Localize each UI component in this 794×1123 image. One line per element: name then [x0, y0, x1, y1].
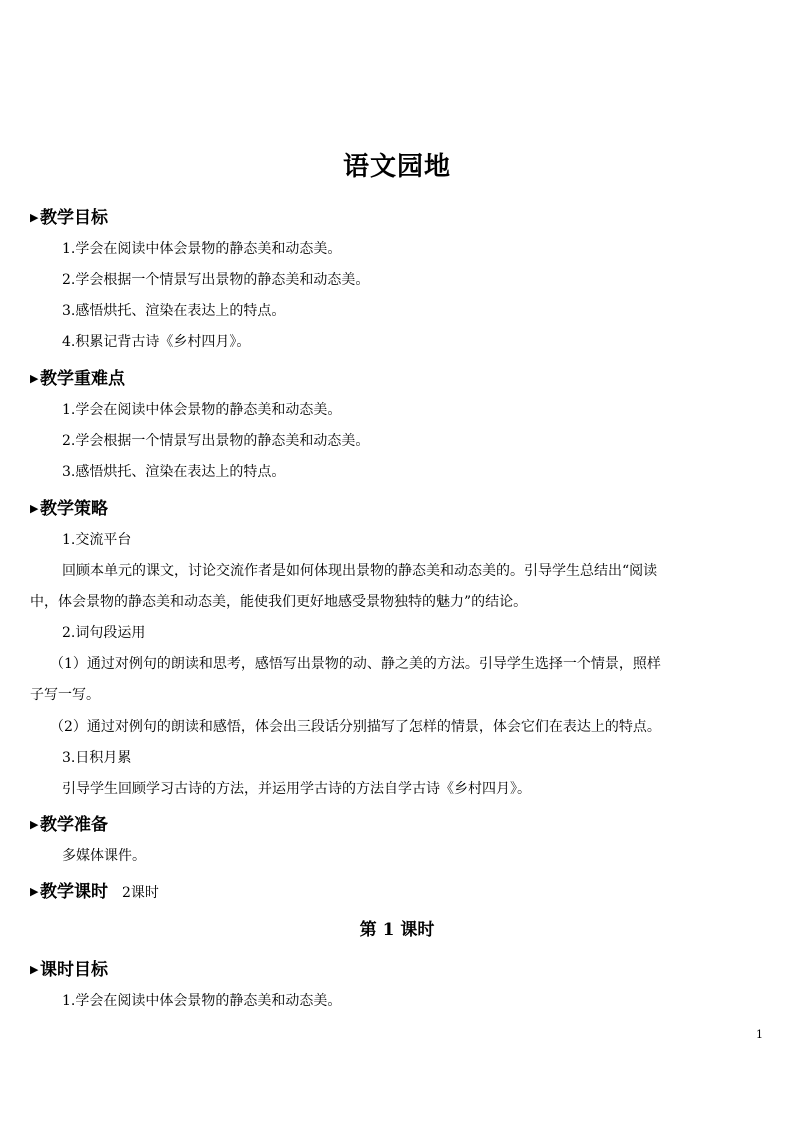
prep-text: 多媒体课件。 [62, 848, 146, 864]
heading-text: 教学准备 [40, 815, 108, 835]
goal-item-2: 2.学会根据一个情景写出景物的静态美和动态美。 [62, 272, 370, 288]
heading-text: 教学策略 [40, 499, 108, 519]
lesson-1-title: 第 1 课时 [359, 920, 435, 940]
page-title: 语文园地 [342, 152, 451, 182]
triangle-marker-icon: ▶ [30, 885, 39, 898]
strategy-item-2-p2: （2）通过对例句的朗读和感悟，体会出三段话分别描写了怎样的情景，体会它们在表达上的特点。 [50, 719, 661, 735]
triangle-marker-icon: ▶ [30, 502, 39, 515]
strategy-item-2-p1-line-2: 子写一写。 [30, 687, 100, 703]
strategy-item-3-title: 3.日积月累 [62, 750, 132, 766]
goal-item-3: 3.感悟烘托、渲染在表达上的特点。 [62, 303, 286, 319]
section-heading-lesson-goals [30, 955, 108, 980]
hours-value: 2课时 [122, 885, 159, 901]
triangle-marker-icon: ▶ [30, 963, 39, 976]
lesson-goal-item-1: 1.学会在阅读中体会景物的静态美和动态美。 [62, 993, 342, 1009]
strategy-item-1-line-2: 中，体会景物的静态美和动态美，能使我们更好地感受景物独特的魅力”的结论。 [30, 594, 528, 610]
key-point-item-2: 2.学会根据一个情景写出景物的静态美和动态美。 [62, 433, 370, 449]
heading-text: 教学重难点 [40, 369, 125, 389]
heading-text: 课时目标 [40, 960, 108, 980]
heading-text: 教学课时 [40, 882, 108, 902]
strategy-item-2-p1-line-1: （1）通过对例句的朗读和思考，感悟写出景物的动、静之美的方法。引导学生选择一个情景，照样 [50, 656, 661, 672]
section-heading-strategy [30, 494, 108, 519]
key-point-item-3: 3.感悟烘托、渲染在表达上的特点。 [62, 464, 286, 480]
strategy-item-2-title: 2.词句段运用 [62, 625, 146, 641]
triangle-marker-icon: ▶ [30, 372, 39, 385]
section-heading-hours [30, 877, 159, 902]
key-point-item-1: 1.学会在阅读中体会景物的静态美和动态美。 [62, 402, 342, 418]
section-heading-goals [30, 203, 108, 228]
heading-text: 教学目标 [40, 208, 108, 228]
section-heading-prep [30, 810, 108, 835]
strategy-item-3-text: 引导学生回顾学习古诗的方法，并运用学古诗的方法自学古诗《乡村四月》。 [62, 781, 531, 797]
goal-item-4: 4.积累记背古诗《乡村四月》。 [62, 334, 251, 350]
strategy-item-1-title: 1.交流平台 [62, 532, 132, 548]
section-heading-key-points [30, 364, 125, 389]
triangle-marker-icon: ▶ [30, 211, 39, 224]
triangle-marker-icon: ▶ [30, 818, 39, 831]
page-number: 1 [756, 1028, 763, 1041]
strategy-item-1-line-1: 回顾本单元的课文，讨论交流作者是如何体现出景物的静态美和动态美的。引导学生总结出“阅读 [62, 563, 658, 579]
goal-item-1: 1.学会在阅读中体会景物的静态美和动态美。 [62, 241, 342, 257]
